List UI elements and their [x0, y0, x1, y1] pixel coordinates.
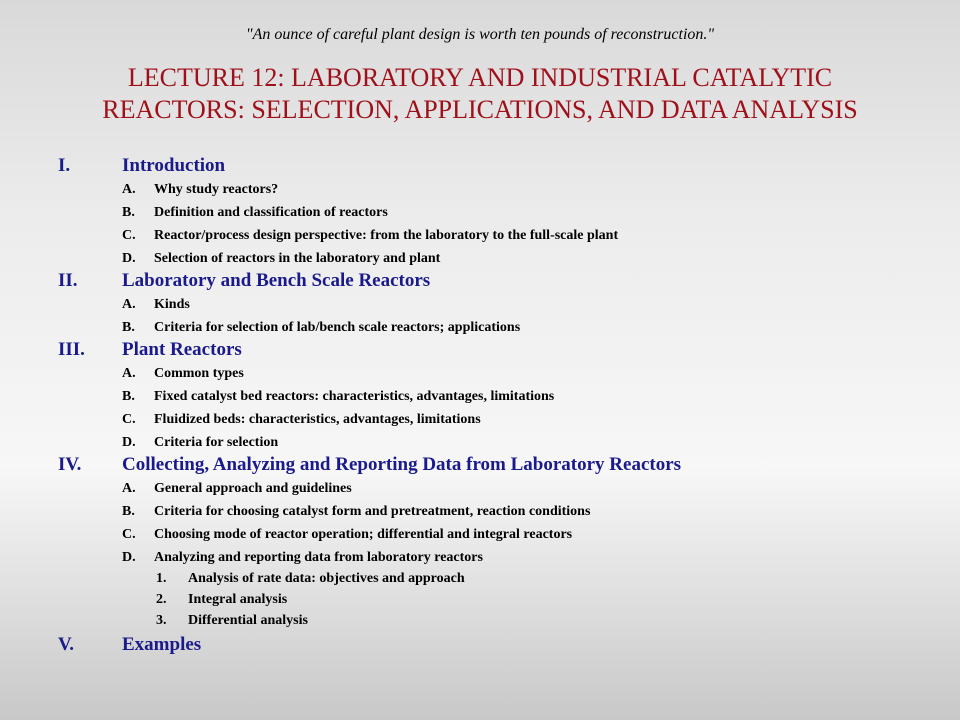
section-number: III.	[58, 339, 85, 360]
outline-section-1	[0, 155, 960, 178]
section-heading: Collecting, Analyzing and Reporting Data from Laboratory Reactors	[122, 454, 682, 475]
item-text: Analyzing and reporting data from laboratory reactors	[154, 550, 483, 565]
item-letter: D.	[122, 251, 136, 266]
outline-subitem	[0, 590, 960, 611]
item-letter: C.	[122, 412, 136, 427]
outline-section-3	[0, 339, 960, 362]
item-text: Criteria for selection of lab/bench scale reactors; applications	[154, 320, 521, 335]
subitem-text: Differential analysis	[188, 613, 308, 628]
outline-item	[0, 362, 960, 385]
item-letter: B.	[122, 205, 135, 220]
section-heading: Plant Reactors	[122, 339, 242, 360]
subitem-text: Integral analysis	[188, 592, 288, 607]
outline-item	[0, 385, 960, 408]
item-letter: C.	[122, 527, 136, 542]
item-text: Common types	[154, 366, 244, 381]
item-letter: A.	[122, 366, 136, 381]
outline-item	[0, 431, 960, 454]
item-text: Reactor/process design perspective: from the laboratory to the full-scale plant	[154, 228, 619, 243]
section-number: II.	[58, 270, 78, 291]
section-heading: Laboratory and Bench Scale Reactors	[122, 270, 431, 291]
outline-item	[0, 178, 960, 201]
outline-item	[0, 293, 960, 316]
outline-section-2	[0, 270, 960, 293]
item-letter: B.	[122, 320, 135, 335]
item-letter: A.	[122, 481, 136, 496]
item-text: Definition and classification of reactors	[154, 205, 388, 220]
section-number: IV.	[58, 454, 82, 475]
section-number: V.	[58, 634, 75, 655]
outline-subitem	[0, 611, 960, 632]
section-heading: Introduction	[122, 155, 226, 176]
outline-item	[0, 500, 960, 523]
item-letter: A.	[122, 297, 136, 312]
subitem-text: Analysis of rate data: objectives and approach	[188, 571, 465, 586]
outline-item	[0, 546, 960, 569]
item-text: Selection of reactors in the laboratory and plant	[154, 251, 441, 266]
item-text: Criteria for choosing catalyst form and pretreatment, reaction conditions	[154, 504, 591, 519]
item-text: Why study reactors?	[154, 182, 279, 197]
outline-subitem	[0, 569, 960, 590]
subitem-number: 1.	[156, 571, 167, 586]
subitem-number: 3.	[156, 613, 167, 628]
section-number: I.	[58, 155, 71, 176]
item-text: Fluidized beds: characteristics, advantages, limitations	[154, 412, 481, 427]
outline-section-4	[0, 454, 960, 477]
item-letter: B.	[122, 504, 135, 519]
outline-item	[0, 408, 960, 431]
subitem-number: 2.	[156, 592, 167, 607]
item-text: Fixed catalyst bed reactors: characteristics, advantages, limitations	[154, 389, 555, 404]
item-text: Kinds	[154, 297, 190, 312]
item-letter: D.	[122, 550, 136, 565]
outline-item	[0, 201, 960, 224]
item-letter: C.	[122, 228, 136, 243]
item-text: Criteria for selection	[154, 435, 279, 450]
outline-item	[0, 523, 960, 546]
title-line-2: REACTORS: SELECTION, APPLICATIONS, AND DATA ANALYSIS	[102, 95, 858, 124]
slide-quote: "An ounce of careful plant design is worth ten pounds of reconstruction."	[245, 26, 715, 43]
item-letter: A.	[122, 182, 136, 197]
item-letter: D.	[122, 435, 136, 450]
outline-item	[0, 247, 960, 270]
item-text: General approach and guidelines	[154, 481, 352, 496]
outline-item	[0, 316, 960, 339]
slide-title	[30, 62, 930, 126]
title-line-1: LECTURE 12: LABORATORY AND INDUSTRIAL CATALYTIC	[127, 63, 833, 92]
section-heading: Examples	[122, 634, 202, 655]
outline-section-5	[0, 634, 960, 657]
item-letter: B.	[122, 389, 135, 404]
outline-item	[0, 477, 960, 500]
outline-item	[0, 224, 960, 247]
lecture-outline	[0, 155, 960, 657]
item-text: Choosing mode of reactor operation; differential and integral reactors	[154, 527, 573, 542]
